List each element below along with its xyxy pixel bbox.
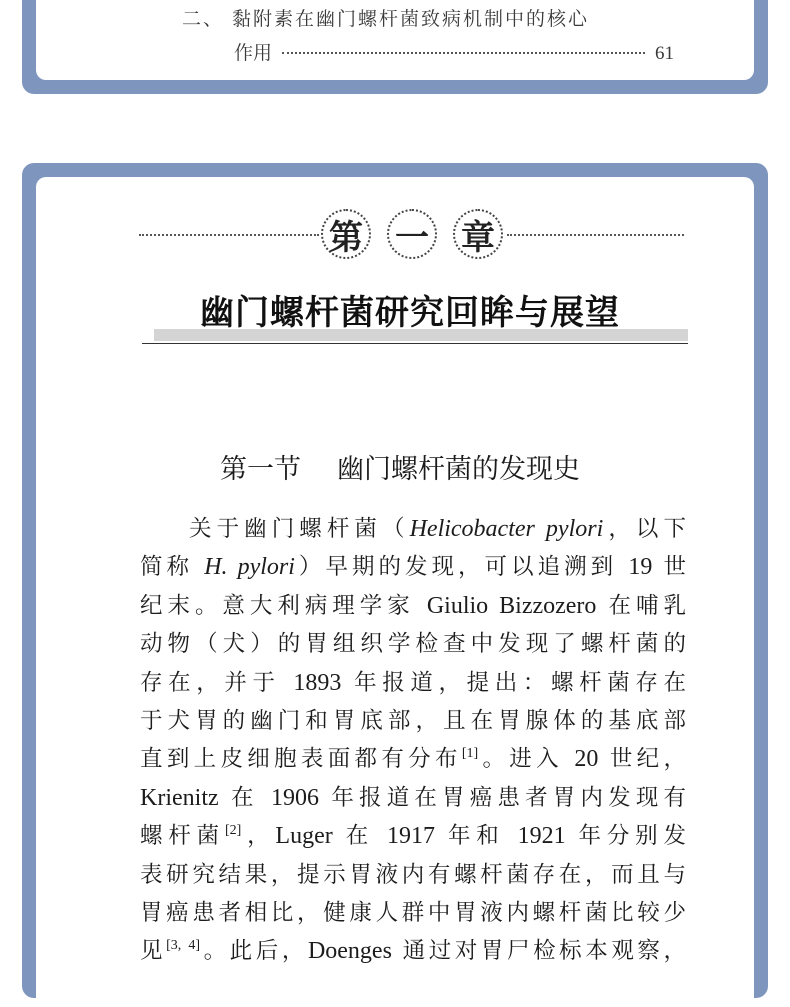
toc-page-number: 61	[655, 43, 674, 64]
chapter-char-yi: 一	[387, 209, 437, 259]
text-line: 直到上皮细胞表面都有分布[1]。进入 20 世纪，	[140, 746, 686, 773]
text-line: 关于幽门螺杆菌（Helicobacter pylori，以下	[189, 516, 686, 542]
toc-entry-line	[234, 38, 674, 65]
section-title: 幽门螺杆菌的发现史	[337, 454, 580, 485]
page-content	[36, 177, 754, 1007]
chapter-dotted-rule-right	[507, 234, 684, 236]
citation-ref: [1]	[461, 746, 479, 762]
section-number: 第一节	[220, 454, 301, 485]
text-line: 见[3, 4]。此后，Doenges 通过对胃尸检标本观察，	[140, 938, 686, 965]
chapter-dotted-rule-left	[139, 234, 319, 236]
chapter-heading	[139, 207, 684, 263]
text-line: 动物（犬）的胃组织学检查中发现了螺杆菌的	[140, 631, 686, 658]
body-text	[140, 510, 686, 971]
citation-ref: [2]	[224, 823, 242, 839]
toc-leader-dots	[282, 52, 645, 54]
toc-frame	[22, 0, 768, 94]
latin-abbrev: H. pylori	[204, 554, 295, 581]
chapter-char-di: 第	[321, 209, 371, 259]
page-frame	[22, 163, 768, 998]
chapter-char-zhang: 章	[453, 209, 503, 259]
text-line: 表研究结果，提示胃液内有螺杆菌存在，而且与	[140, 861, 686, 888]
text-line: 简称 H. pylori）早期的发现，可以追溯到 19 世	[140, 554, 686, 581]
toc-panel	[36, 0, 754, 80]
citation-ref: [3, 4]	[166, 938, 201, 954]
text-line: Krienitz 在 1906 年报道在胃癌患者胃内发现有	[140, 784, 687, 811]
chapter-title: 幽门螺杆菌研究回眸与展望	[200, 293, 620, 333]
text-line: 胃癌患者相比，健康人群中胃液内螺杆菌比较少	[140, 899, 686, 926]
text-line: 螺杆菌[2]，Luger 在 1917 年和 1921 年分别发	[140, 823, 686, 850]
section-heading	[220, 447, 580, 486]
text-line: 于犬胃的幽门和胃底部，且在胃腺体的基底部	[140, 707, 686, 734]
toc-entry-text: 二、 黏附素在幽门螺杆菌致病机制中的核心	[182, 8, 590, 30]
chapter-title-rule	[142, 343, 688, 344]
text-line: 存在，并于 1893 年报道，提出：螺杆菌存在	[140, 669, 687, 696]
latin-name: Helicobacter pylori	[409, 516, 604, 542]
toc-entry-continuation: 作用	[234, 42, 273, 64]
text-line: 纪末。意大利病理学家 Giulio Bizzozero 在哺乳	[140, 592, 687, 619]
